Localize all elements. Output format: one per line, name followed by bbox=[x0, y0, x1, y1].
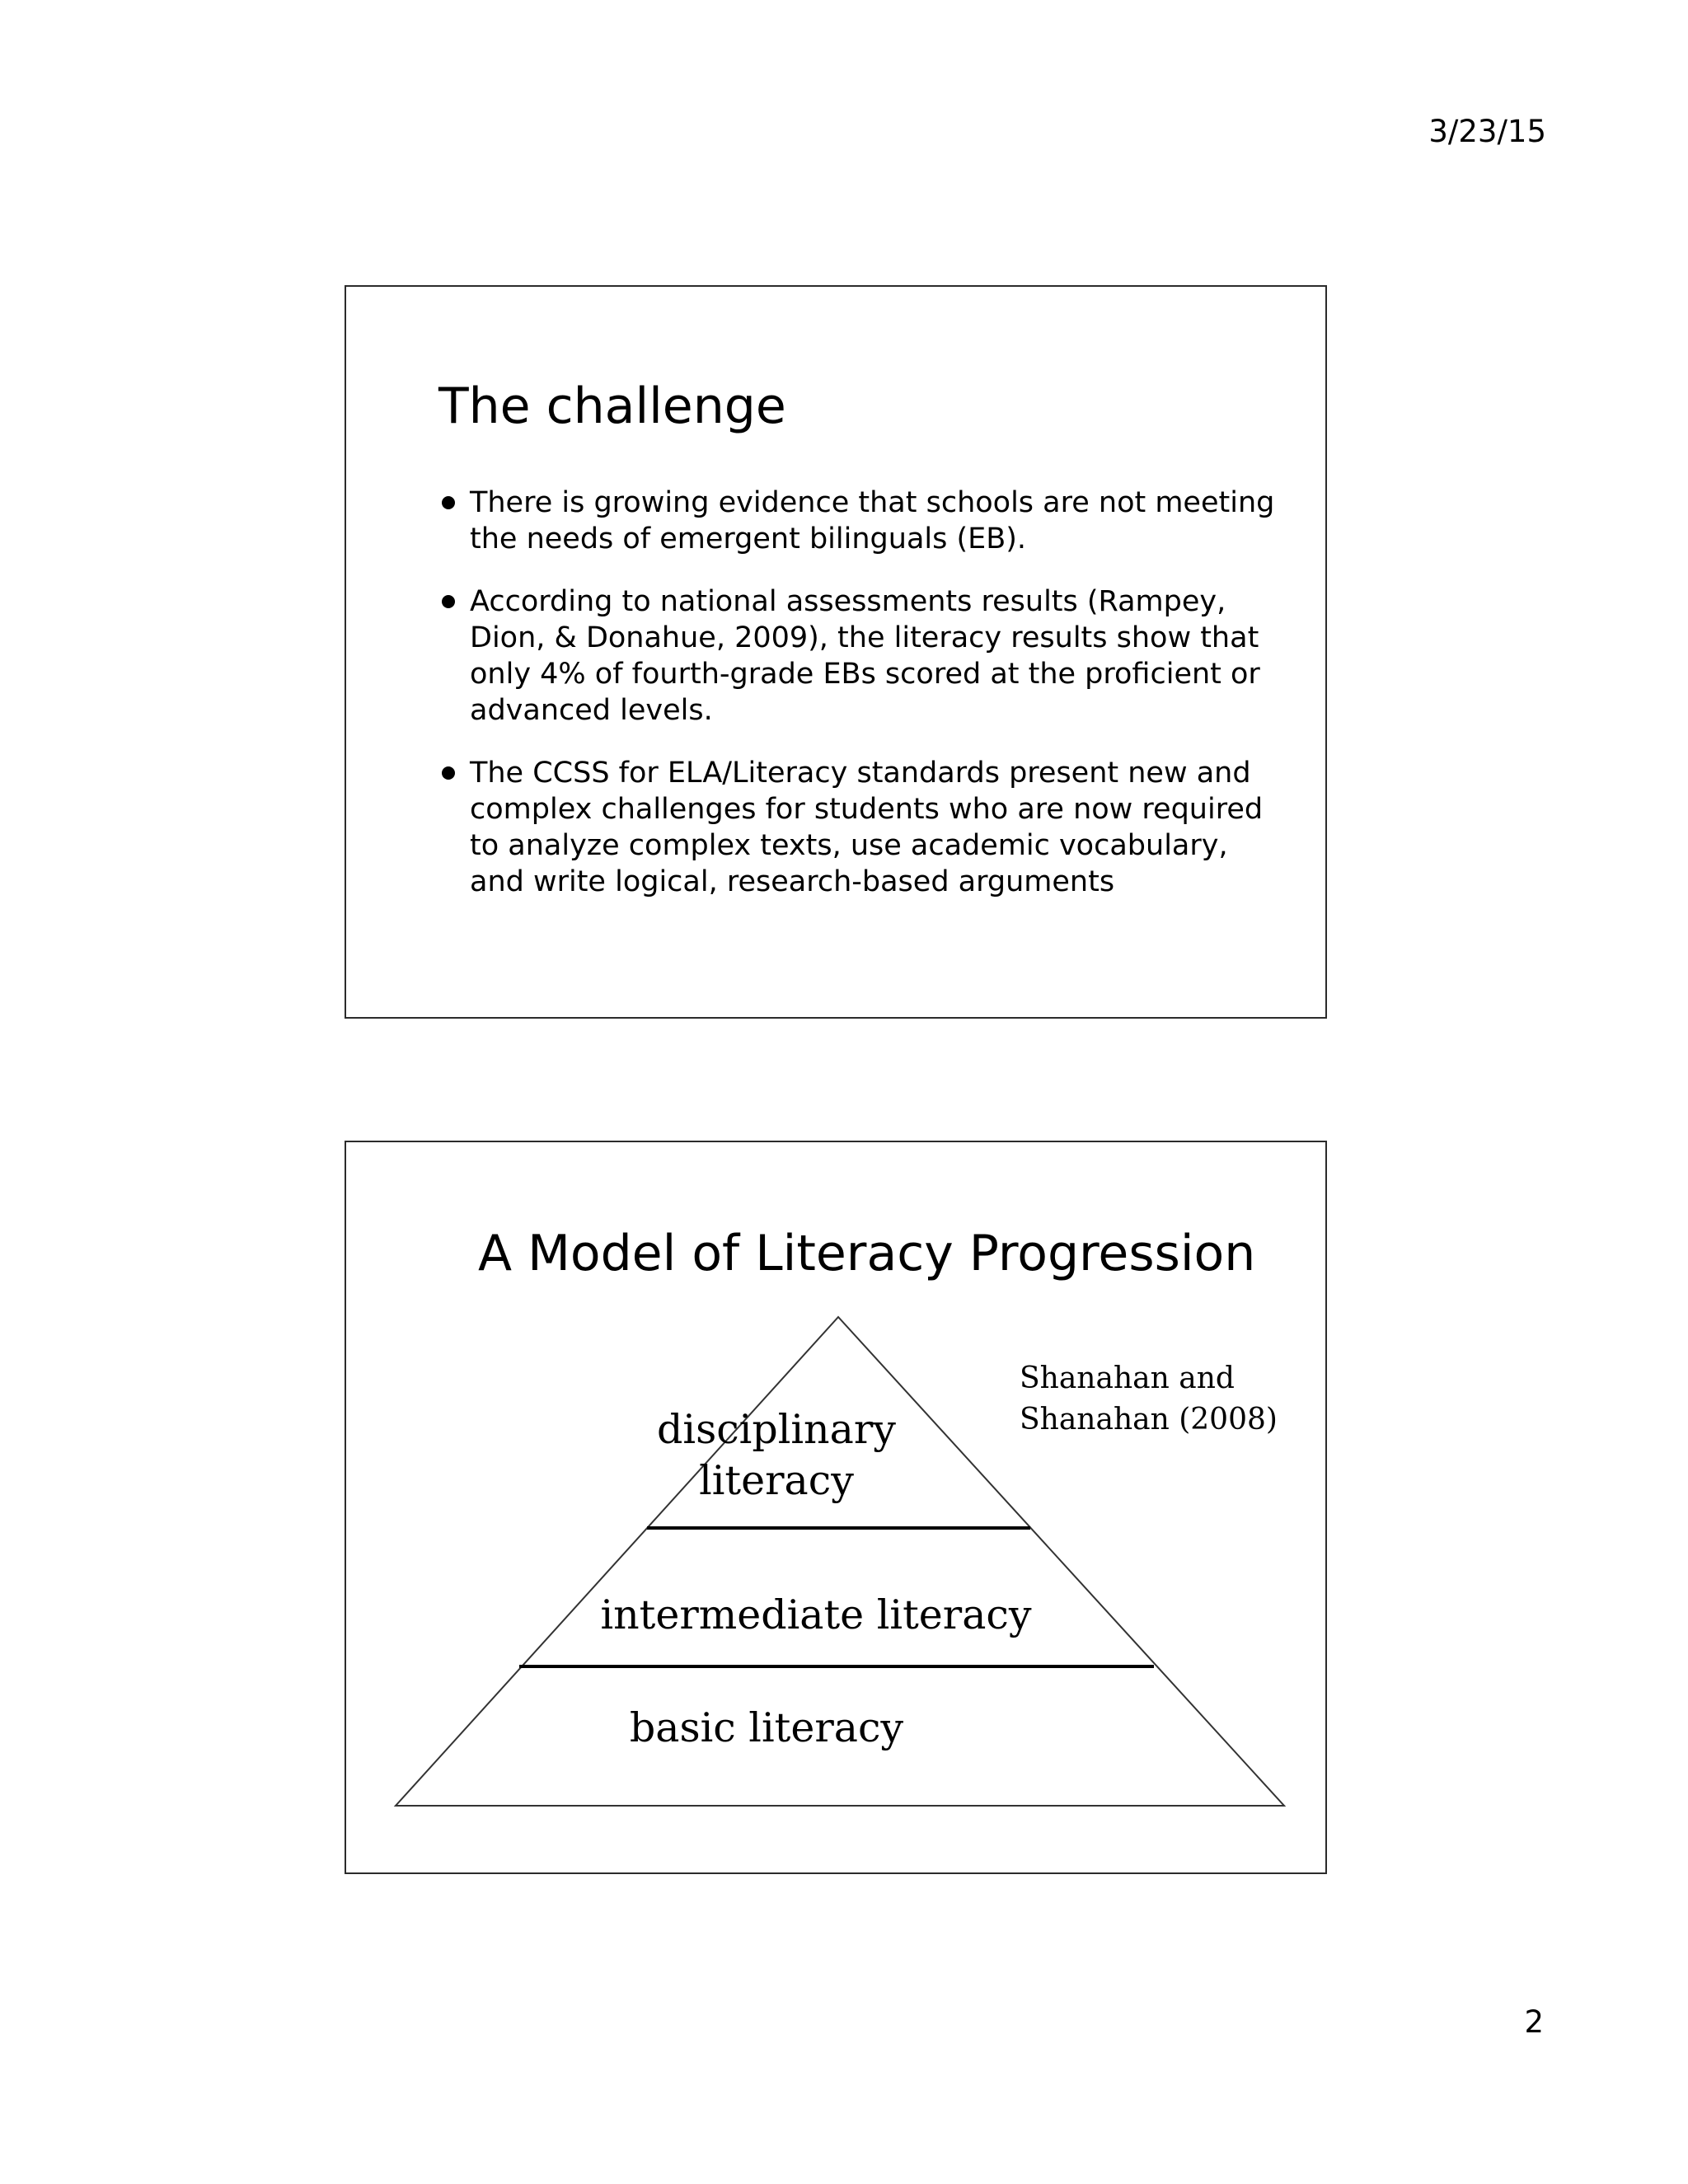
pyramid-label-basic: basic literacy bbox=[629, 1704, 904, 1751]
slide-title: The challenge bbox=[438, 377, 786, 435]
slide-literacy-model bbox=[345, 1141, 1327, 1874]
bullet-dot-icon bbox=[442, 766, 455, 780]
bullet-item bbox=[438, 583, 1279, 729]
citation-line: Shanahan and bbox=[1020, 1361, 1235, 1395]
page-number: 2 bbox=[1524, 2004, 1544, 2040]
bullet-text: According to national assessments results (Rampey, Dion, & Donahue, 2009), the literacy results show that only 4% of fourth-grade EBs scored at the proficient or advanced levels. bbox=[470, 585, 1260, 727]
pyramid-label-line: disciplinary bbox=[657, 1406, 896, 1453]
slide-challenge bbox=[345, 285, 1327, 1019]
pyramid-label-intermediate: intermediate literacy bbox=[600, 1591, 1032, 1638]
bullet-text: The CCSS for ELA/Literacy standards present new and complex challenges for students who are now required to analyze complex texts, use academic vocabulary, and write logical, research-based arguments bbox=[470, 757, 1264, 898]
bullet-text: There is growing evidence that schools are not meeting the needs of emergent bilinguals (EB). bbox=[470, 486, 1275, 555]
header-date: 3/23/15 bbox=[1428, 114, 1546, 149]
bullet-item bbox=[438, 485, 1279, 557]
citation-line: Shanahan (2008) bbox=[1020, 1403, 1278, 1436]
pyramid-label-disciplinary bbox=[645, 1404, 908, 1507]
bullet-list bbox=[438, 485, 1279, 926]
slide-title: A Model of Literacy Progression bbox=[478, 1225, 1256, 1282]
pyramid-label-line: literacy bbox=[699, 1457, 854, 1504]
pyramid-diagram bbox=[346, 1142, 1329, 1876]
bullet-dot-icon bbox=[442, 595, 455, 608]
bullet-item bbox=[438, 755, 1279, 900]
bullet-dot-icon bbox=[442, 496, 455, 509]
citation bbox=[1020, 1358, 1278, 1441]
